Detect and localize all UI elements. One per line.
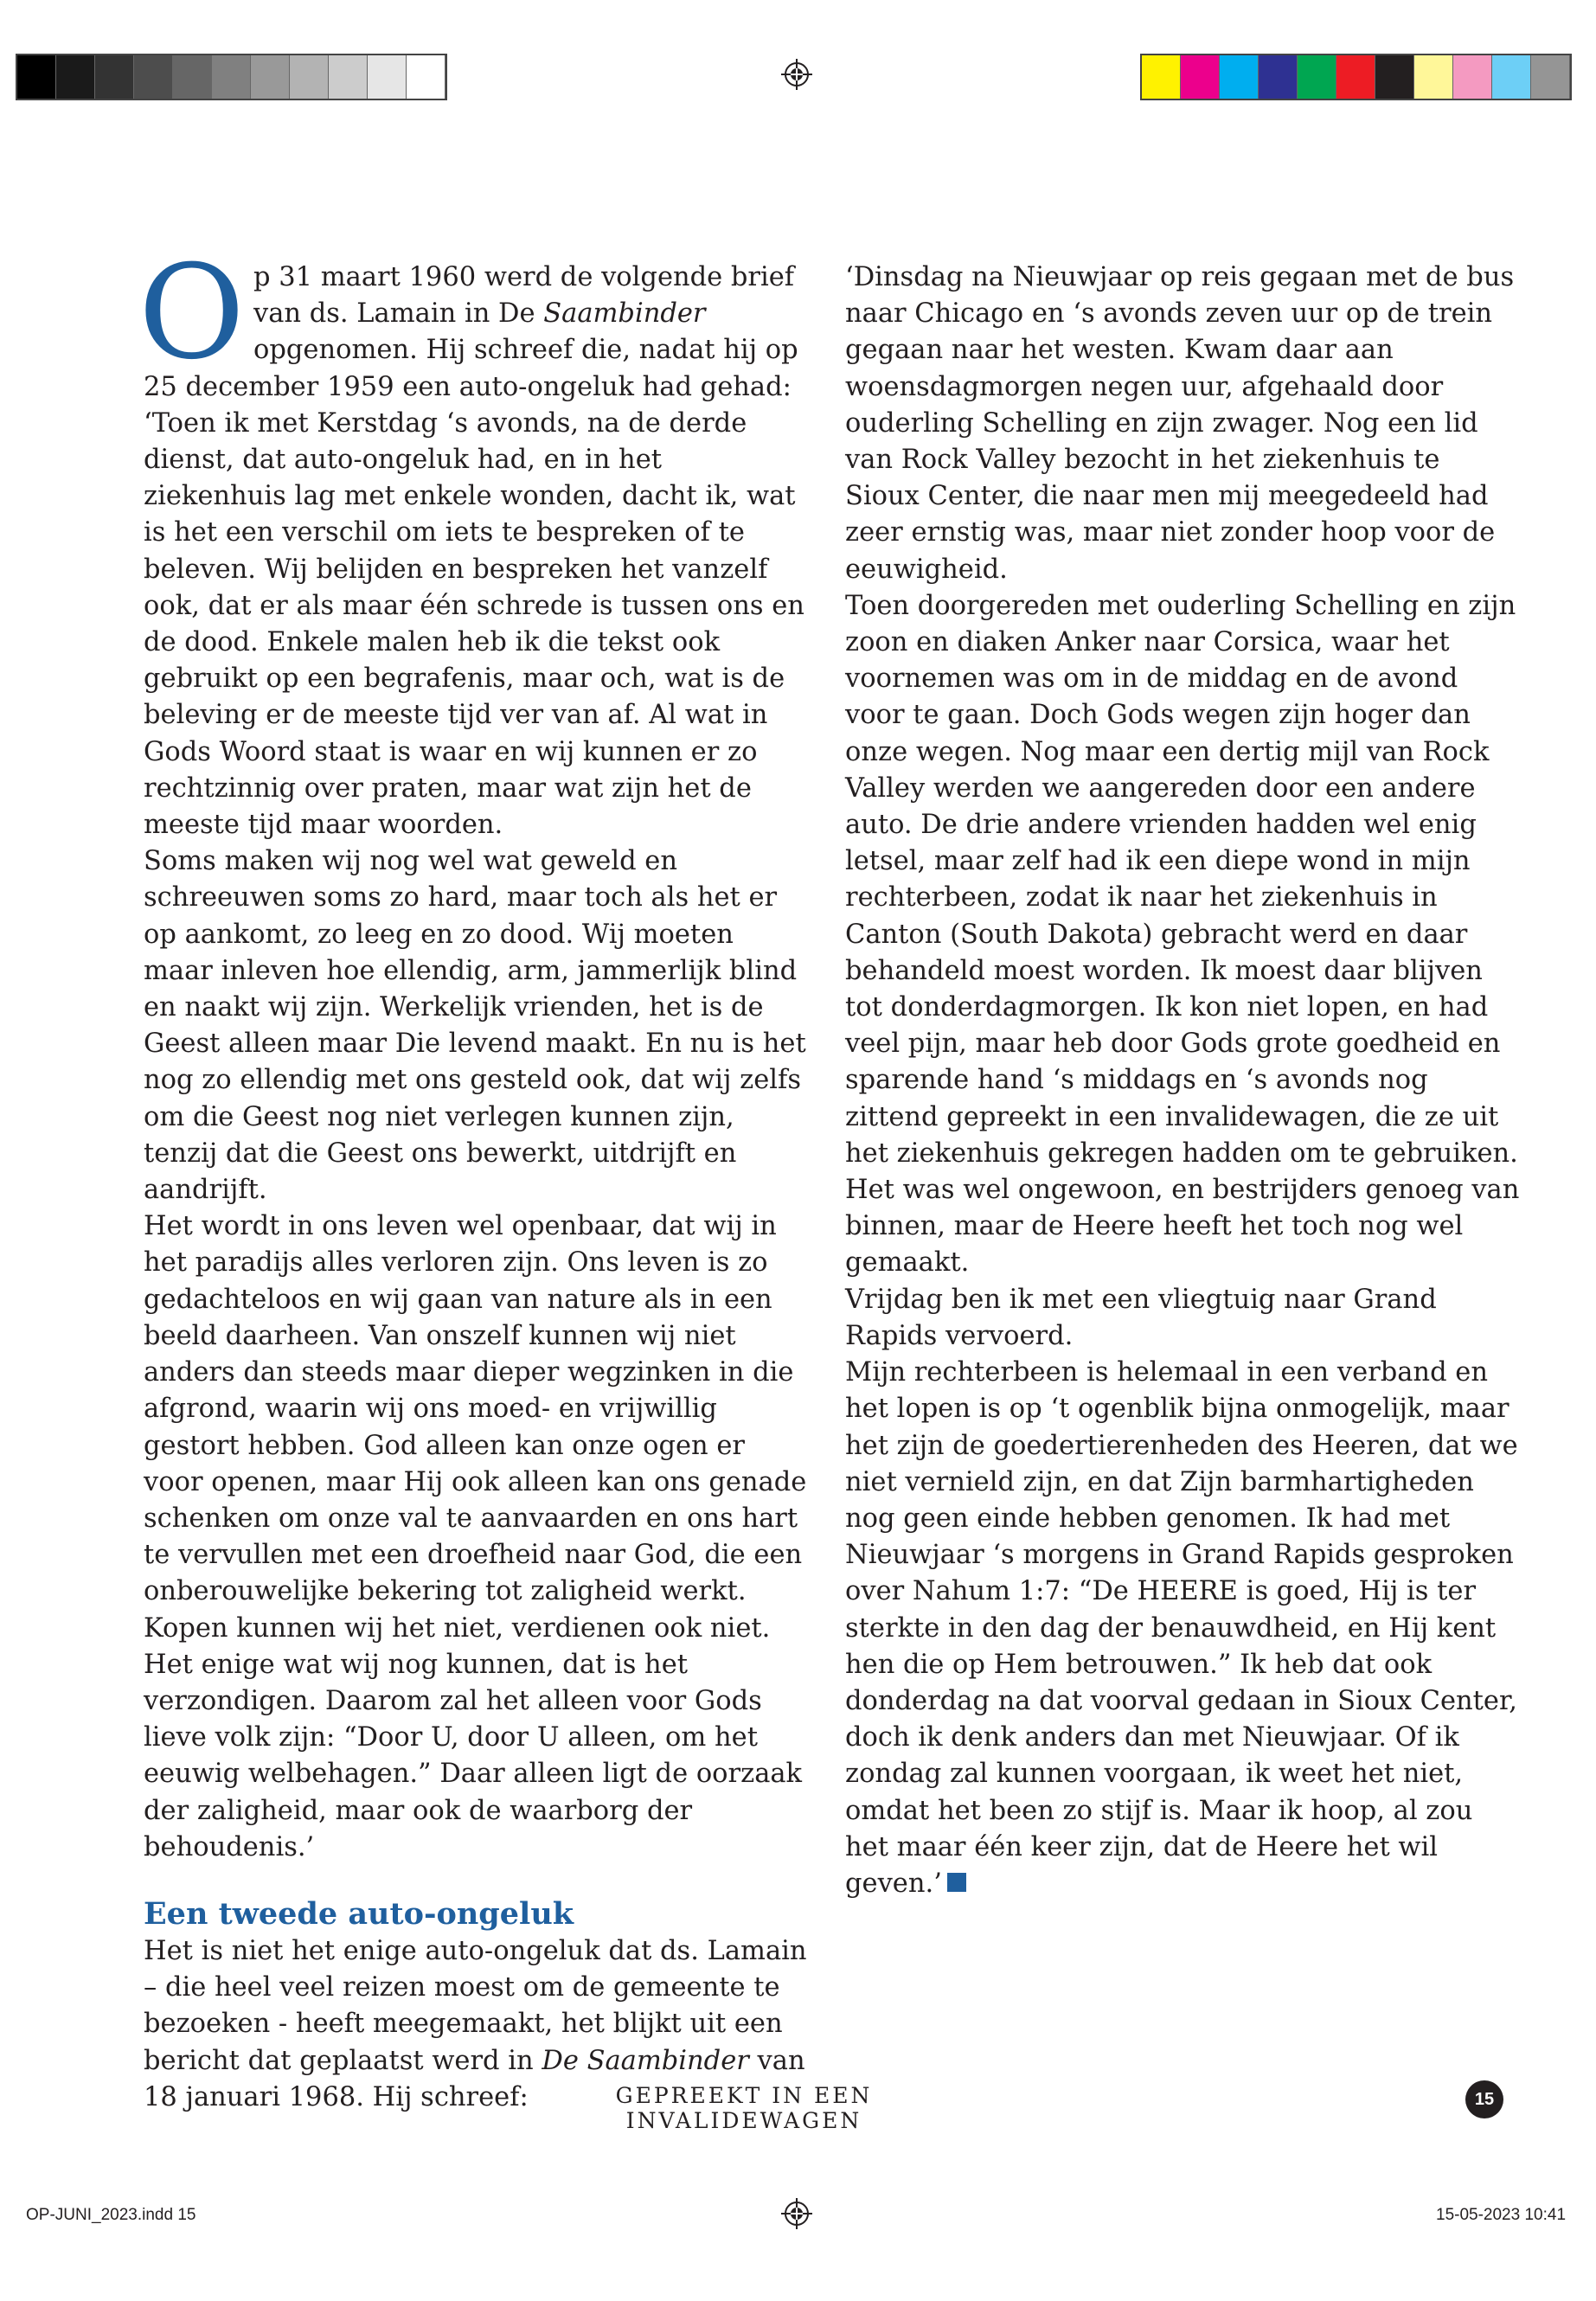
body-paragraph: Het wordt in ons leven wel openbaar, dat wij in het paradijs alles verloren zijn. Ons leven is zo gedachteloos en wij gaan van nature als in een beeld daarheen. Van onszelf kunnen wij niet anders dan steeds maar dieper wegzinken in die afgrond, waarin wij ons moed- en vrijwillig gestort hebben. God alleen kan onze ogen er voor openen, maar Hij ook alleen kan ons genade schenken om onze val te aanvaarden en ons hart te vervullen met een droefheid naar God, die een onberouwelijke bekering tot zaligheid werkt. Kopen kunnen wij het niet, verdienen ook niet. Het enige wat wij nog kunnen, dat is het verzondigen. Daarom zal het alleen voor Gods lieve volk zijn: “Door U, door U alleen, om het eeuwig welbehagen.” Daar alleen ligt de oorzaak der zaligheid, maar ook de waarborg der behoudenis.’ [144,1211,807,1862]
color-swatch [1181,55,1220,99]
grayscale-swatch [17,55,56,99]
color-calibration-bar [1140,54,1572,100]
grayscale-swatch [173,55,212,99]
color-swatch [1414,55,1453,99]
article-left-column [138,238,810,2116]
section-heading: Een tweede auto-ongeluk [144,1895,574,1932]
body-paragraph: ‘Dinsdag na Nieuwjaar op reis gegaan met de bus naar Chicago en ‘s avonds zeven uur op de trein gegaan naar het westen. Kwam daar aan woensdagmorgen negen uur, afgehaald door ouderling Schelling en zijn zwager. Nog een lid van Rock Valley bezocht in het ziekenhuis te Sioux Center, die naar men mij meegedeeld had zeer ernstig was, maar niet zonder hoop voor de eeuwigheid. [845,262,1515,585]
color-swatch [1492,55,1531,99]
grayscale-swatch [329,55,368,99]
color-swatch [1259,55,1298,99]
body-paragraph: Toen doorgereden met ouderling Schelling en zijn zoon en diaken Anker naar Corsica, waar het voornemen was om in de middag en de avond voor te gaan. Doch Gods wegen zijn hoger dan onze wegen. Nog maar een dertig mijl van Rock Valley werden we aangereden door een andere auto. De drie andere vrienden hadden wel enig letsel, maar zelf had ik een diepe wond in mijn rechterbeen, zodat ik naar het ziekenhuis in Canton (South Dakota) gebracht werd en daar behandeld moest worden. Ik moest daar blijven tot donderdagmorgen. Ik kon niet lopen, en had veel pijn, maar heb door Gods grote goedheid en sparende hand ‘s middags en ‘s avonds nog zittend gepreekt in een invalidewagen, die ze uit het ziekenhuis gekregen hadden om te gebruiken. Het was wel ongewoon, en bestrijders genoeg van binnen, maar de Heere heeft het toch nog wel gemaakt. [845,590,1520,1279]
color-swatch [1142,55,1181,99]
body-paragraph: Soms maken wij nog wel wat geweld en schreeuwen soms zo hard, maar toch als het er op aankomt, zo leeg en zo dood. Wij moeten maar inleven hoe ellendig, arm, jammerlijk blind en naakt wij zijn. Werkelijk vrienden, het is de Geest alleen maar Die levend maakt. En nu is het nog zo ellendig met ons gesteld ook, dat wij zelfs om die Geest nog niet verlegen kunnen zijn, tenzij dat die Geest ons bewerkt, uitdrijft en aandrijft. [144,846,806,1206]
page-number-badge: 15 [1465,2080,1503,2118]
article-right-column [845,260,1520,1902]
color-swatch [1336,55,1375,99]
color-swatch [1298,55,1336,99]
slug-file-info: OP-JUNI_2023.indd 15 [26,2206,196,2224]
end-mark-icon [947,1873,966,1892]
grayscale-swatch [251,55,290,99]
body-paragraph: ‘Toen ik met Kerstdag ‘s avonds, na de derde dienst, dat auto-ongeluk had, en in het ziekenhuis lag met enkele wonden, dacht ik, wat is het een verschil om iets te bespreken of te beleven. Wij belijden en bespreken het vanzelf ook, dat er als maar één schrede is tussen ons en de dood. Enkele malen heb ik die tekst ook gebruikt op een begrafenis, maar och, wat is de beleving er de meeste tijd ver van af. Al wat in Gods Woord staat is waar en wij kunnen er zo rechtzinnig over praten, maar wat zijn het de meeste tijd maar woorden. [144,407,804,841]
running-footer-title: GEPREEKT IN EEN INVALIDEWAGEN [615,2083,873,2133]
color-swatch [1375,55,1414,99]
drop-cap: O [138,238,245,388]
publication-title: De Saambinder [542,2045,749,2076]
grayscale-swatch [95,55,134,99]
body-paragraph: Vrijdag ben ik met een vliegtuig naar Grand Rapids vervoerd. [845,1284,1437,1351]
grayscale-swatch [134,55,173,99]
grayscale-swatch [407,55,445,99]
color-swatch [1531,55,1570,99]
grayscale-swatch [56,55,95,99]
registration-mark-icon [781,59,812,90]
grayscale-swatch [212,55,251,99]
grayscale-calibration-bar [16,54,447,100]
publication-title: Saambinder [543,298,706,330]
section-intro-paragraph: Het is niet het enige auto-ongeluk dat ds. Lamain – die heel veel reizen moest om de gemeente te bezoeken - heeft meegemaakt, het blijkt uit een bericht dat geplaatst werd in De Saambinder van 18 januari 1968. Hij schreef: [144,1935,807,2112]
registration-mark-icon [781,2198,812,2229]
grayscale-swatch [290,55,329,99]
body-paragraph-final: Mijn rechterbeen is helemaal in een verband en het lopen is op ‘t ogenblik bijna onmogelijk, maar het zijn de goedertierenheden des Heeren, dat we niet vernield zijn, en dat Zijn barmhartigheden nog geen einde hebben genomen. Ik had met Nieuwjaar ‘s morgens in Grand Rapids gesproken over Nahum 1:7: “De HEERE is goed, Hij is ter sterkte in den dag der benauwdheid, en Hij kent hen die op Hem betrouwen.” Ik heb dat ook donderdag na dat voorval gedaan in Sioux Center, doch ik denk anders dan met Nieuwjaar. Of ik zondag zal kunnen voorgaan, ik weet het niet, omdat het been zo stijf is. Maar ik hoop, al zou het maar één keer zijn, dat de Heere het wil geven.’ [845,1357,1518,1899]
color-swatch [1220,55,1259,99]
intro-paragraph: Op 31 maart 1960 werd de volgende brief van ds. Lamain in De Saambinder opgenomen. Hij schreef die, nadat hij op 25 december 1959 een auto-ongeluk had gehad: [138,238,798,402]
slug-date-time: 15-05-2023 10:41 [1436,2206,1567,2224]
color-swatch [1453,55,1492,99]
grayscale-swatch [368,55,407,99]
